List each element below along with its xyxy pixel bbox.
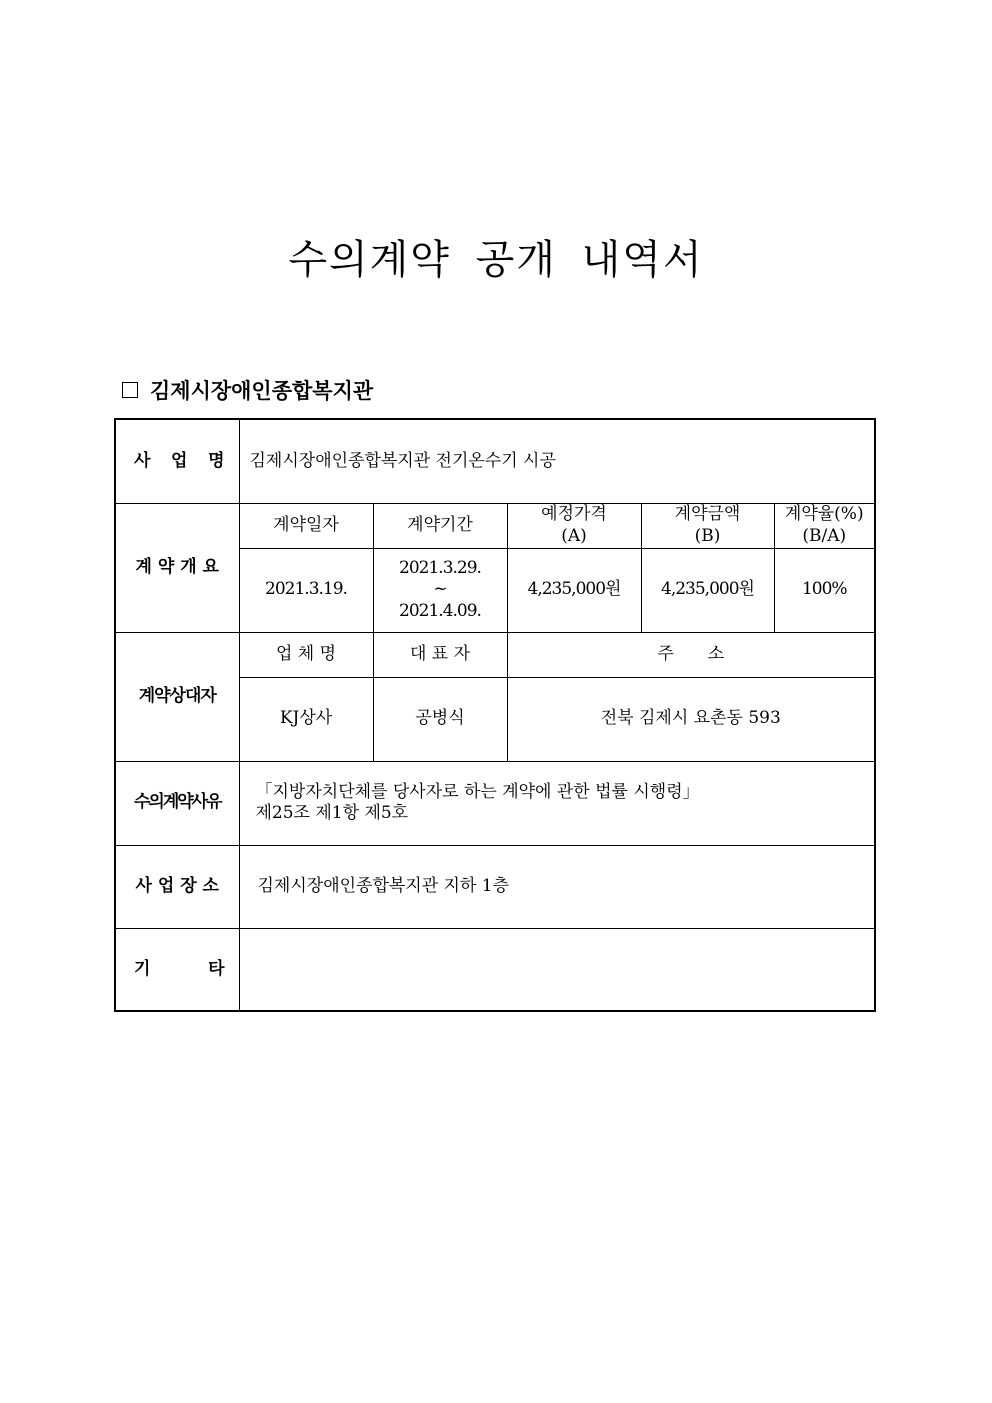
contract-table [114, 418, 876, 1012]
business-name-value: 김제시장애인종합복지관 전기온수기 시공 [239, 419, 875, 503]
contract-date-value: 2021.3.19. [239, 548, 373, 632]
row-reason [115, 761, 875, 845]
row-contract-headers [115, 503, 875, 548]
label-other: 기 타 [115, 928, 239, 1011]
reason-value: 「지방자치단체를 당사자로 하는 계약에 관한 법률 시행령」 제25조 제1항 제5호 [239, 761, 875, 845]
header-contract-date: 계약일자 [239, 503, 373, 548]
row-business-name [115, 419, 875, 503]
header-contract-rate: 계약율(%) (B/A) [774, 503, 875, 548]
row-counterparty-headers [115, 632, 875, 677]
other-value [239, 928, 875, 1011]
label-contract-summary: 계 약 개 요 [115, 503, 239, 632]
header-contract-amount: 계약금액 (B) [641, 503, 774, 548]
header-company: 업 체 명 [239, 632, 373, 677]
header-address: 주 소 [507, 632, 875, 677]
estimated-price-value: 4,235,000원 [507, 548, 641, 632]
section-title: 김제시장애인종합복지관 [150, 378, 374, 403]
page-title: 수의계약 공개 내역서 [288, 237, 704, 283]
checkbox-icon [122, 382, 138, 398]
label-location: 사 업 장 소 [115, 845, 239, 928]
header-estimated-price: 예정가격 (A) [507, 503, 641, 548]
header-representative: 대 표 자 [373, 632, 507, 677]
header-contract-period: 계약기간 [373, 503, 507, 548]
label-reason: 수의계약사유 [115, 761, 239, 845]
label-counterparty: 계약상대자 [115, 632, 239, 761]
label-business-name: 사 업 명 [115, 419, 239, 503]
row-location [115, 845, 875, 928]
company-value: KJ상사 [239, 677, 373, 761]
contract-period-value: 2021.3.29. ~ 2021.4.09. [373, 548, 507, 632]
contract-rate-value: 100% [774, 548, 875, 632]
row-other [115, 928, 875, 1011]
representative-value: 공병식 [373, 677, 507, 761]
location-value: 김제시장애인종합복지관 지하 1층 [239, 845, 875, 928]
address-value: 전북 김제시 요촌동 593 [507, 677, 875, 761]
section-heading [122, 375, 373, 405]
contract-amount-value: 4,235,000원 [641, 548, 774, 632]
